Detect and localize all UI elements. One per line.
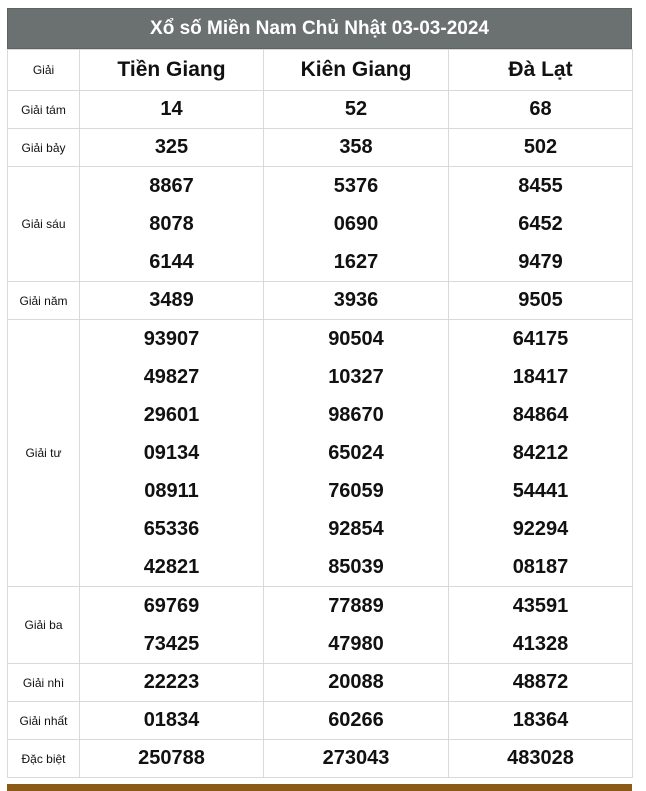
prize-column-header: Giải [8,50,80,91]
prize-label: Giải sáu [8,167,80,282]
prize-number: 64175 [512,328,569,350]
prize-number: 65024 [328,442,384,464]
prize-cell: 9505 [449,282,633,320]
prize-cell: 325 [80,129,264,167]
prize-number: 84864 [512,404,569,426]
prize-cell: 483028 [449,740,633,778]
prize-cell [449,167,633,282]
prize-cell: 18364 [449,702,633,740]
prize-label: Giải tám [8,91,80,129]
prize-number: 42821 [143,556,200,578]
prize-number: 8455 [518,175,563,197]
prize-number: 90504 [328,328,384,350]
prize-cell: 52 [264,91,449,129]
prize-number: 47980 [328,633,384,655]
province-header-da-lat[interactable]: Đà Lạt [449,50,633,91]
prize-cell: 22223 [80,664,264,702]
prize-number: 69769 [143,595,200,617]
prize-label: Giải bảy [8,129,80,167]
prize-number: 1627 [333,251,379,273]
prize-number: 98670 [328,404,384,426]
prize-number: 54441 [512,480,569,502]
prize-row [8,740,633,778]
prize-cell: 3489 [80,282,264,320]
prize-label: Giải nhì [8,664,80,702]
prize-cell [449,320,633,587]
prize-cell: 358 [264,129,449,167]
prize-cell [264,587,449,664]
prize-number: 41328 [512,633,569,655]
prize-row [8,282,633,320]
prize-label: Giải ba [8,587,80,664]
prize-cell: 60266 [264,702,449,740]
province-header-tien-giang[interactable]: Tiền Giang [80,50,264,91]
prize-number: 73425 [143,633,200,655]
prize-cell: 48872 [449,664,633,702]
prize-number: 65336 [143,518,200,540]
prize-number: 92854 [328,518,384,540]
prize-number: 6452 [518,213,563,235]
prize-number: 85039 [328,556,384,578]
prize-cell: 20088 [264,664,449,702]
prize-row [8,167,633,282]
prize-number: 8867 [149,175,194,197]
results-table [7,49,633,778]
province-header-kien-giang[interactable]: Kiên Giang [264,50,449,91]
prize-number: 76059 [328,480,384,502]
prize-cell: 01834 [80,702,264,740]
prize-number: 8078 [149,213,194,235]
table-header-row [8,50,633,91]
prize-number: 92294 [512,518,569,540]
prize-cell [80,587,264,664]
prize-cell [264,320,449,587]
prize-label: Đặc biệt [8,740,80,778]
results-container [7,8,632,778]
page-title: Xổ số Miền Nam Chủ Nhật 03-03-2024 [7,8,632,49]
prize-cell [449,587,633,664]
prize-number: 6144 [149,251,194,273]
prize-label: Giải nhất [8,702,80,740]
prize-row [8,702,633,740]
prize-number: 10327 [328,366,384,388]
prize-row [8,91,633,129]
prize-cell: 502 [449,129,633,167]
prize-cell: 14 [80,91,264,129]
prize-row [8,320,633,587]
prize-row [8,664,633,702]
prize-number: 09134 [143,442,200,464]
prize-number: 77889 [328,595,384,617]
prize-cell [80,320,264,587]
prize-cell [80,167,264,282]
prize-cell: 68 [449,91,633,129]
prize-number: 08911 [144,480,199,502]
prize-number: 18417 [512,366,569,388]
prize-number: 84212 [512,442,569,464]
bottom-accent-bar [7,784,632,791]
prize-row [8,129,633,167]
prize-number: 49827 [143,366,200,388]
prize-cell [264,167,449,282]
prize-number: 5376 [333,175,379,197]
prize-label: Giải tư [8,320,80,587]
prize-row [8,587,633,664]
prize-number: 0690 [333,213,379,235]
prize-label: Giải năm [8,282,80,320]
prize-cell: 3936 [264,282,449,320]
prize-cell: 273043 [264,740,449,778]
prize-number: 43591 [512,595,569,617]
prize-number: 9479 [518,251,563,273]
prize-cell: 250788 [80,740,264,778]
prize-number: 08187 [512,556,569,578]
prize-number: 93907 [143,328,200,350]
prize-number: 29601 [143,404,200,426]
